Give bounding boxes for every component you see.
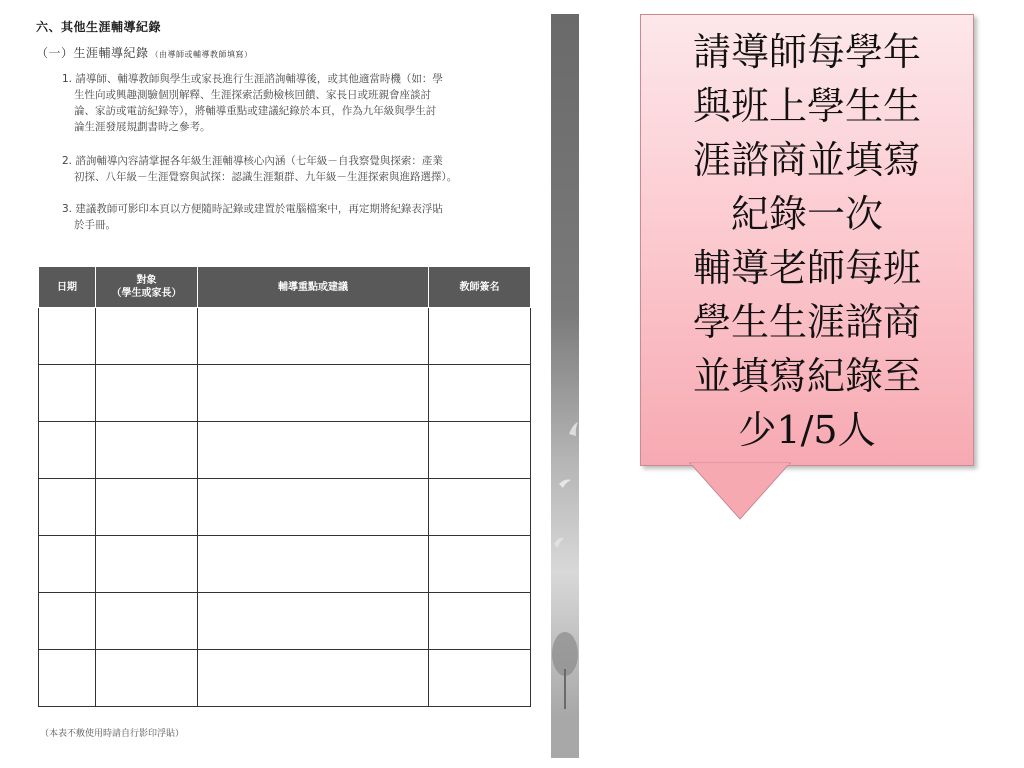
date-cell[interactable] [39,308,96,365]
callout-line: 少1/5人 [738,408,876,452]
side-strip [551,14,587,758]
target-cell[interactable] [96,479,198,536]
instruction-item-2 [62,153,538,185]
date-cell[interactable] [39,479,96,536]
notes-cell[interactable] [198,479,429,536]
section-title: 六、其他生涯輔導紀錄 [36,20,162,34]
instruction-line: 論生涯發展規劃書時之參考。 [74,121,211,133]
signature-cell[interactable] [429,593,531,650]
date-cell[interactable] [39,422,96,479]
sub-title-text: （一）生涯輔導紀錄 [36,46,149,60]
side-strip-decoration [551,14,579,758]
instruction-line: 初探、八年級－生涯覺察與試探：認識生涯類群、九年級－生涯探索與進路選擇）。 [74,171,458,183]
signature-cell[interactable] [429,365,531,422]
date-cell[interactable] [39,365,96,422]
counseling-record-table [38,266,531,707]
callout-line: 涯諮商並填寫 [692,138,921,182]
document-page [36,18,536,245]
header-target-line1: 對象 [136,275,157,286]
header-target-line2: （學生或家長） [111,288,182,299]
callout-box [640,14,974,466]
callout-pointer [690,463,790,521]
callout-line: 請導師每學年 [692,30,921,74]
sub-title-note: （由導師或輔導教師填寫） [150,50,253,59]
target-cell[interactable] [96,422,198,479]
table-row [39,308,531,365]
side-strip-text: 六、其他生涯輔導紀錄－生涯輔導紀錄 [577,58,587,212]
instruction-line: 生性向或興趣測驗個別解釋、生涯探索活動檢核回饋、家長日或班親會座談討 [74,89,431,101]
target-cell[interactable] [96,593,198,650]
instruction-line: 論、家訪或電訪紀錄等），將輔導重點或建議紀錄於本頁，作為九年級與學生討 [74,105,437,117]
signature-cell[interactable] [429,308,531,365]
notes-cell[interactable] [198,308,429,365]
table-body [39,308,531,707]
notes-cell[interactable] [198,650,429,707]
callout-line: 輔導老師每班 [692,246,921,290]
date-cell[interactable] [39,536,96,593]
table-row [39,365,531,422]
instruction-item-1 [62,71,538,135]
signature-cell[interactable] [429,422,531,479]
signature-cell[interactable] [429,479,531,536]
table-row [39,593,531,650]
callout-line: 學生生涯諮商 [692,300,921,344]
footnote: （本表不敷使用時請自行影印浮貼） [40,729,185,739]
callout-line: 與班上學生生 [692,84,921,128]
callout-line: 紀錄一次 [730,192,883,236]
notes-cell[interactable] [198,365,429,422]
signature-cell[interactable] [429,650,531,707]
table-header-row [39,267,531,308]
target-cell[interactable] [96,650,198,707]
table-row [39,536,531,593]
callout-line: 並填寫紀錄至 [692,354,921,398]
date-cell[interactable] [39,650,96,707]
notes-cell[interactable] [198,593,429,650]
table-row [39,422,531,479]
instruction-line: 1. 請導師、輔導教師與學生或家長進行生涯諮詢輔導後，或其他適當時機（如：學 [62,73,443,85]
header-signature: 教師簽名 [429,267,531,308]
date-cell[interactable] [39,593,96,650]
header-target [96,267,198,308]
target-cell[interactable] [96,365,198,422]
notes-cell[interactable] [198,536,429,593]
table-row [39,650,531,707]
target-cell[interactable] [96,308,198,365]
table-row [39,479,531,536]
notes-cell[interactable] [198,422,429,479]
callout-text [641,25,973,457]
instruction-line: 於手冊。 [74,219,116,231]
sub-title [36,44,536,61]
instruction-line: 3. 建議教師可影印本頁以方便隨時記錄或建置於電腦檔案中，再定期將紀錄表浮貼 [62,203,443,215]
signature-cell[interactable] [429,536,531,593]
header-notes: 輔導重點或建議 [198,267,429,308]
instruction-line: 2. 諮詢輔導內容請掌握各年級生涯輔導核心內涵（七年級－自我察覺與探索：產業 [62,155,443,167]
instruction-item-3 [62,201,538,233]
target-cell[interactable] [96,536,198,593]
header-date: 日期 [39,267,96,308]
